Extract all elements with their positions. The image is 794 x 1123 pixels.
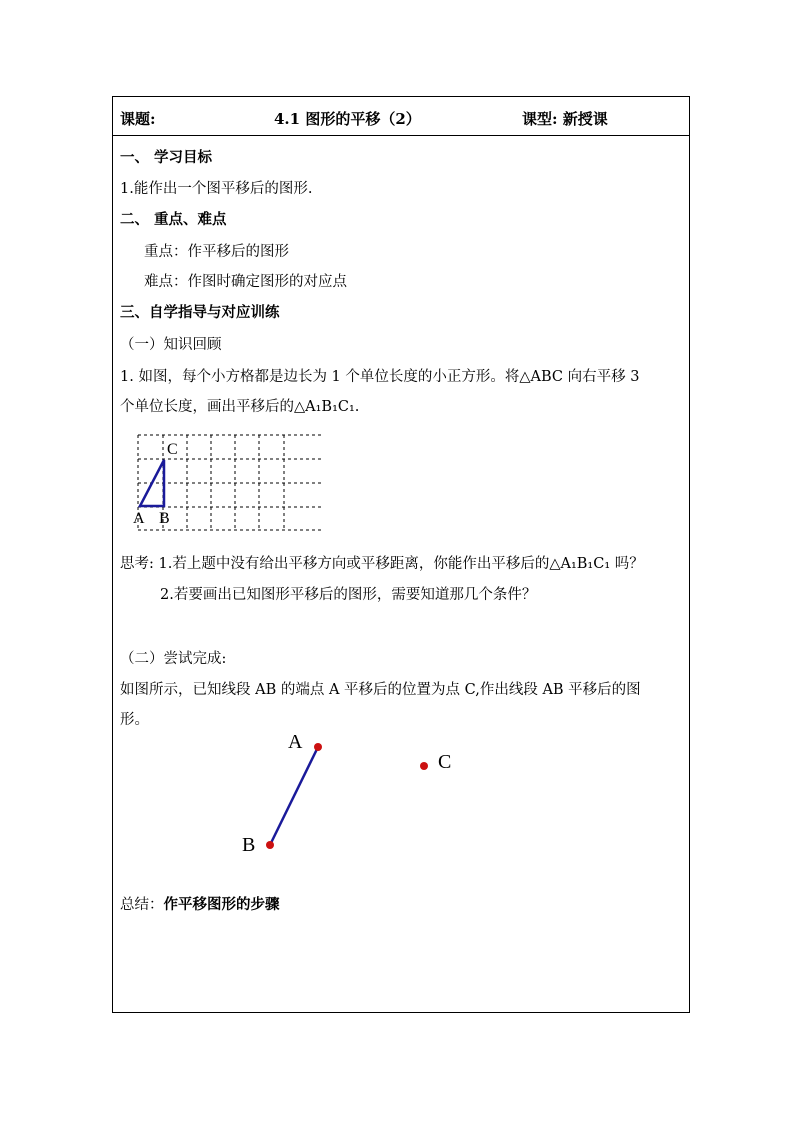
fig2-label-a: A (288, 731, 303, 753)
fig1-label-c: C (167, 441, 178, 458)
hard-point: 难点：作图时确定图形的对应点 (144, 274, 347, 290)
fig2-label-c: C (438, 751, 452, 773)
goal-item: 1.能作出一个图平移后的图形. (120, 181, 313, 197)
key-point: 重点：作平移后的图形 (144, 244, 289, 260)
think-question-2: 2.若要画出已知图形平移后的图形，需要知道那几个条件？ (160, 587, 537, 603)
fig1-label-b: B (159, 510, 170, 527)
try-line-1: 如图所示，已知线段 AB 的端点 A 平移后的位置为点 C,作出线段 AB 平移后的图 (120, 682, 641, 698)
try-line-2: 形。 (120, 712, 149, 728)
summary-label: 总结： (120, 897, 164, 913)
point-b (266, 841, 274, 849)
type-label: 课型: (522, 110, 558, 128)
point-c (420, 762, 428, 770)
segment-ab (270, 747, 318, 845)
lesson-title: 4.1 图形的平移（2） (274, 110, 421, 128)
summary-text: 作平移图形的步骤 (163, 896, 280, 913)
summary (120, 893, 280, 914)
question-1-line-1: 1. 如图，每个小方格都是边长为 1 个单位长度的小正方形。将△ABC 向右平移 3 (120, 369, 640, 385)
review-heading: （一）知识回顾 (120, 337, 222, 353)
think-question-1: 思考: 1.若上题中没有给出平移方向或平移距离，你能作出平移后的△A₁B₁C₁ 吗？ (120, 556, 644, 572)
point-a (314, 743, 322, 751)
fig1-label-a: A (133, 510, 145, 527)
subject-label: 课题: (120, 110, 156, 128)
question-1-line-2: 个单位长度，画出平移后的△A₁B₁C₁. (120, 399, 360, 415)
section-heading-guide: 三、自学指导与对应训练 (120, 304, 280, 321)
type-value: 新授课 (562, 110, 608, 128)
fig2-label-b: B (242, 834, 256, 856)
section-heading-goals: 一、 学习目标 (120, 149, 213, 166)
section-heading-keypoints: 二、 重点、难点 (120, 211, 227, 228)
try-heading: （二）尝试完成: (120, 651, 227, 667)
